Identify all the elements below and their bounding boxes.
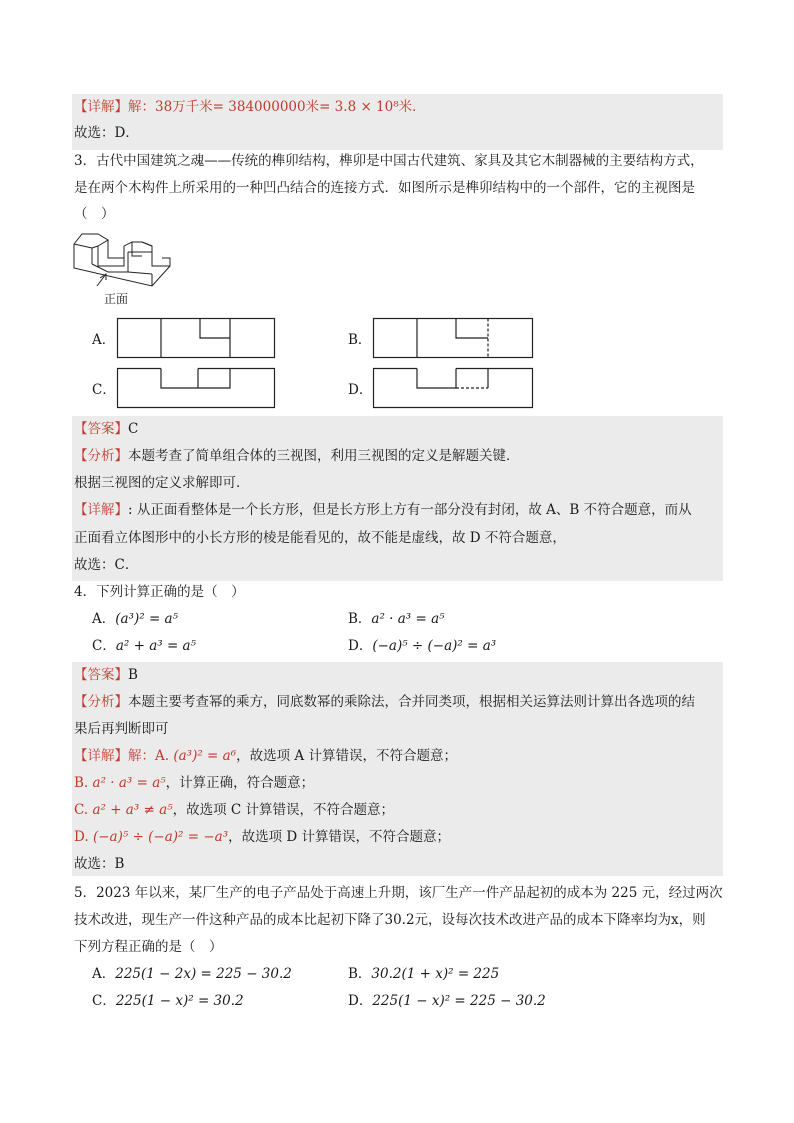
option-expr: 30.2(1 + x)² = 225 (371, 966, 500, 982)
detail-b-prefix: B. (74, 775, 89, 791)
detail-d-prefix: D. (74, 829, 89, 845)
detail-c-expr: a² + a³ ≠ a⁵ (92, 802, 173, 818)
q3-option-c-label: C． (92, 382, 116, 398)
detail-a-prefix: 解：A. (128, 748, 170, 764)
mortise-tenon-figure (70, 228, 180, 308)
option-expr: (−a)⁵ ÷ (−a)² = a³ (372, 638, 497, 654)
option-expr: 225(1 − x)² = 225 − 30.2 (372, 993, 546, 1009)
q4-detail-c (74, 800, 394, 820)
option-label: D． (348, 638, 373, 654)
detail-c-text: ，故选项 C 计算错误，不符合题意； (172, 802, 395, 818)
option-label: C． (92, 638, 116, 654)
q3-option-d-figure (373, 368, 533, 408)
option-expr: a² + a³ = a⁵ (115, 638, 197, 654)
q3-choice: 故选：C． (74, 557, 139, 573)
q4-analysis-line1 (74, 692, 695, 712)
q4-option-b (348, 609, 445, 629)
option-label: C． (92, 993, 116, 1009)
q5-option-b (348, 964, 499, 984)
option-label: B． (348, 611, 372, 627)
q3-answer: C (128, 421, 139, 437)
q3-option-d-label: D． (348, 382, 373, 398)
option-expr: 225(1 − 2x) = 225 − 30.2 (115, 966, 292, 982)
q3-option-c-figure (117, 368, 275, 408)
answer-tag: 【答案】 (74, 667, 128, 683)
q3-option-a-label: A． (92, 332, 116, 348)
q2-choice: 故选：D． (74, 125, 139, 141)
q3-stem-line2: 是在两个木构件上所采用的一种凹凸结合的连接方式．如图所示是榫卯结构中的一个部件，它的主视图是 (74, 180, 695, 196)
option-expr: 225(1 − x)² = 30.2 (115, 993, 244, 1009)
q3-stem-line3: （ ） (74, 206, 115, 222)
detail-tag: 【详解】 (74, 99, 128, 115)
q4-answer-line (74, 665, 138, 685)
q3-analysis-text: 本题考查了简单组合体的三视图，利用三视图的定义是解题关键． (128, 448, 520, 464)
detail-b-expr: a² · a³ = a⁵ (92, 775, 166, 791)
q4-detail-b (74, 773, 314, 793)
q4-option-a (92, 609, 178, 629)
q4-analysis-text: 本题主要考查幂的乘方，同底数幂的乘除法，合并同类项，根据相关运算法则计算出各选项的结 (128, 694, 695, 710)
detail-c-prefix: C. (74, 802, 89, 818)
option-label: D． (348, 993, 373, 1009)
option-label: A． (92, 611, 116, 627)
detail-tag: 【详解】 (74, 502, 128, 518)
q5-stem-line3: 下列方程正确的是（ ） (74, 939, 223, 955)
detail-a-text: ，故选项 A 计算错误，不符合题意； (236, 748, 457, 764)
q3-option-a-figure (117, 318, 275, 358)
q3-analysis-line2: 根据三视图的定义求解即可． (74, 475, 250, 491)
q3-solution-block (72, 416, 723, 581)
q4-option-d (348, 636, 496, 656)
option-expr: a² · a³ = a⁵ (371, 611, 445, 627)
detail-a-expr: (a³)² = a⁶ (173, 748, 237, 764)
option-expr: (a³)² = a⁵ (115, 611, 179, 627)
option-label: A． (92, 966, 116, 982)
q4-option-c (92, 636, 196, 656)
answer-tag: 【答案】 (74, 421, 128, 437)
q3-option-b-label: B． (348, 332, 372, 348)
front-label: 正面 (104, 292, 129, 306)
detail-d-expr: (−a)⁵ ÷ (−a)² = −a³ (92, 829, 229, 845)
q4-analysis-line2: 果后再判断即可 (74, 721, 169, 737)
q3-analysis-line1 (74, 446, 520, 466)
q3-answer-line (74, 419, 138, 439)
q5-option-a (92, 964, 292, 984)
q3-option-b-figure (373, 318, 533, 358)
q4-detail-a (74, 746, 457, 766)
q4-stem: 4．下列计算正确的是（ ） (74, 584, 245, 600)
q5-stem-line2: 技术改进，现生产一件这种产品的成本比起初下降了30.2元，设每次技术改进产品的成本下降率均为x，则 (74, 912, 706, 928)
q4-detail-d (74, 827, 450, 847)
detail-b-text: ，计算正确，符合题意； (165, 775, 315, 791)
analysis-tag: 【分析】 (74, 448, 128, 464)
q5-option-d (348, 991, 546, 1011)
q4-answer: B (128, 667, 138, 683)
q3-detail-line2: 正面看立体图形中的小长方形的棱是能看见的，故不能是虚线，故 D 不符合题意， (74, 530, 566, 546)
q5-option-c (92, 991, 244, 1011)
option-label: B． (348, 966, 372, 982)
q5-stem-line1: 5．2023 年以来，某厂生产的电子产品处于高速上升期，该厂生产一件产品起初的成本为 225 元，经过两次 (74, 885, 723, 901)
q4-choice: 故选：B (74, 856, 125, 872)
q2-detail-line (74, 97, 426, 117)
q2-detail-text: 解：38万千米= 384000000米= 3.8 × 10⁸米． (128, 99, 426, 115)
q3-stem-line1: 3．古代中国建筑之魂——传统的榫卯结构，榫卯是中国古代建筑、家具及其它木制器械的主要结构方式， (74, 153, 704, 169)
q3-detail-text: : 从正面看整体是一个长方形，但是长方形上方有一部分没有封闭，故 A、B 不符合题意，而从 (128, 502, 692, 518)
q3-detail-line1 (74, 500, 692, 520)
detail-tag: 【详解】 (74, 748, 128, 764)
detail-d-text: ，故选项 D 计算错误，不符合题意； (228, 829, 451, 845)
analysis-tag: 【分析】 (74, 694, 128, 710)
